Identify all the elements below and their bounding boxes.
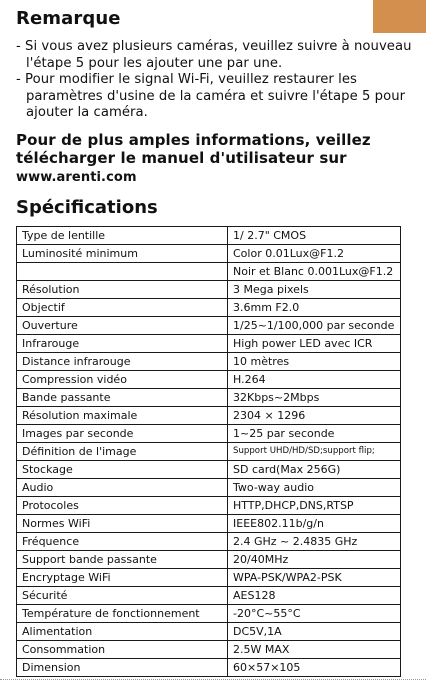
table-row: [17, 334, 401, 352]
specs-table: [16, 226, 401, 677]
spec-value: AES128: [228, 586, 401, 604]
table-row: [17, 514, 401, 532]
table-row: [17, 280, 401, 298]
remark-title: Remarque: [16, 8, 121, 29]
spec-key: Résolution: [17, 280, 228, 298]
spec-key: [17, 262, 228, 280]
spec-value: H.264: [228, 370, 401, 388]
spec-value: 2.4 GHz ~ 2.4835 GHz: [228, 532, 401, 550]
table-row: [17, 622, 401, 640]
table-row: [17, 460, 401, 478]
table-row: [17, 316, 401, 334]
spec-value: HTTP,DHCP,DNS,RTSP: [228, 496, 401, 514]
spec-key: Compression vidéo: [17, 370, 228, 388]
spec-key: Support bande passante: [17, 550, 228, 568]
spec-key: Définition de l'image: [17, 442, 228, 460]
spec-value: Two-way audio: [228, 478, 401, 496]
spec-value: 2304 × 1296: [228, 406, 401, 424]
spec-key: Distance infrarouge: [17, 352, 228, 370]
spec-value: 3.6mm F2.0: [228, 298, 401, 316]
table-row: [17, 496, 401, 514]
specs-title: Spécifications: [16, 196, 158, 218]
table-row: [17, 532, 401, 550]
spec-value: 20/40MHz: [228, 550, 401, 568]
spec-key: Normes WiFi: [17, 514, 228, 532]
spec-key: Température de fonctionnement: [17, 604, 228, 622]
spec-value: Support UHD/HD/SD;support flip;: [228, 442, 401, 460]
table-row: [17, 550, 401, 568]
table-row: [17, 640, 401, 658]
spec-key: Type de lentille: [17, 226, 228, 244]
table-row: [17, 352, 401, 370]
spec-value: Color 0.01Lux@F1.2: [228, 244, 401, 262]
table-row: [17, 442, 401, 460]
spec-value: DC5V,1A: [228, 622, 401, 640]
spec-value: 1~25 par seconde: [228, 424, 401, 442]
spec-key: Consommation: [17, 640, 228, 658]
table-row: [17, 370, 401, 388]
remark-list: [16, 39, 412, 122]
spec-key: Audio: [17, 478, 228, 496]
spec-value: 32Kbps~2Mbps: [228, 388, 401, 406]
spec-value: High power LED avec ICR: [228, 334, 401, 352]
spec-value: -20°C~55°C: [228, 604, 401, 622]
spec-key: Bande passante: [17, 388, 228, 406]
spec-key: Encryptage WiFi: [17, 568, 228, 586]
spec-value: WPA-PSK/WPA2-PSK: [228, 568, 401, 586]
table-row: [17, 604, 401, 622]
spec-key: Protocoles: [17, 496, 228, 514]
table-row: [17, 586, 401, 604]
spec-key: Fréquence: [17, 532, 228, 550]
spec-key: Objectif: [17, 298, 228, 316]
page: [16, 6, 412, 677]
spec-value: 2.5W MAX: [228, 640, 401, 658]
table-row: [17, 424, 401, 442]
spec-value: 3 Mega pixels: [228, 280, 401, 298]
spec-key: Résolution maximale: [17, 406, 228, 424]
spec-value: IEEE802.11b/g/n: [228, 514, 401, 532]
website-url: www.arenti.com: [16, 169, 137, 185]
spec-value: 10 mètres: [228, 352, 401, 370]
table-row: [17, 478, 401, 496]
info-text: Pour de plus amples informations, veillez télécharger le manuel d'utilisateur sur: [16, 130, 371, 167]
spec-value: 60×57×105: [228, 658, 401, 676]
spec-key: Infrarouge: [17, 334, 228, 352]
table-row: [17, 244, 401, 262]
spec-value: Noir et Blanc 0.001Lux@F1.2: [228, 262, 401, 280]
spec-key: Dimension: [17, 658, 228, 676]
spec-key: Sécurité: [17, 586, 228, 604]
spec-key: Ouverture: [17, 316, 228, 334]
table-row: [17, 226, 401, 244]
spec-key: Images par seconde: [17, 424, 228, 442]
table-row: [17, 262, 401, 280]
table-row: [17, 568, 401, 586]
remark-item: - Pour modifier le signal Wi-Fi, veuillez restaurer les paramètres d'usine de la caméra et suivre l'étape 5 pour ajouter la caméra.: [16, 72, 406, 121]
spec-value: SD card(Max 256G): [228, 460, 401, 478]
info-paragraph: [16, 131, 412, 187]
table-row: [17, 406, 401, 424]
spec-key: Luminosité minimum: [17, 244, 228, 262]
spec-key: Alimentation: [17, 622, 228, 640]
spec-value: 1/25~1/100,000 par seconde: [228, 316, 401, 334]
table-row: [17, 388, 401, 406]
table-row: [17, 658, 401, 676]
spec-value: 1/ 2.7" CMOS: [228, 226, 401, 244]
remark-item: - Si vous avez plusieurs caméras, veuillez suivre à nouveau l'étape 5 pour les ajouter une par une.: [16, 39, 412, 71]
table-row: [17, 298, 401, 316]
spec-key: Stockage: [17, 460, 228, 478]
